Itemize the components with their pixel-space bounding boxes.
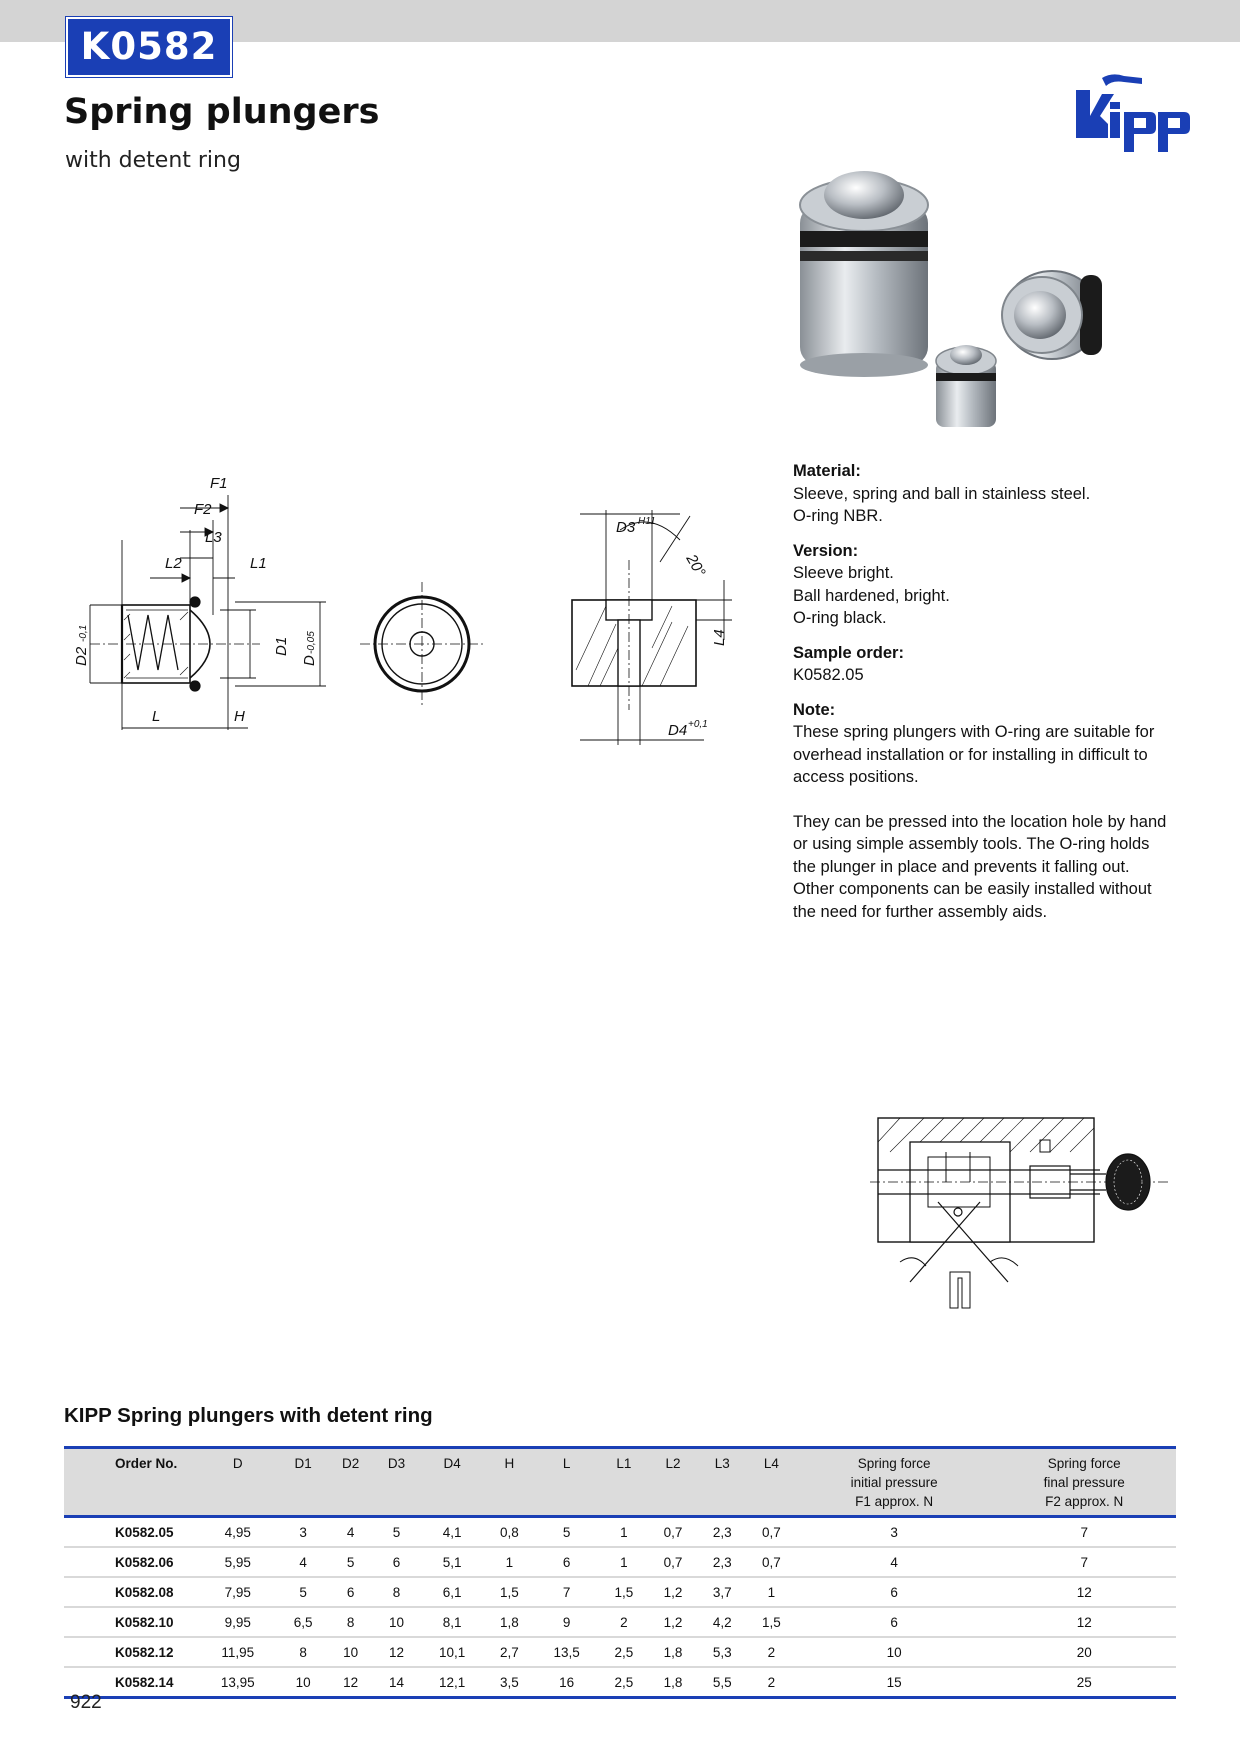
- table-cell: 4: [328, 1517, 374, 1548]
- table-cell: 5,95: [197, 1547, 279, 1577]
- table-cell: 6: [796, 1607, 992, 1637]
- note-section: [793, 699, 1173, 924]
- plunger-side-view: [90, 597, 260, 691]
- col-d4: D4: [443, 1456, 461, 1471]
- table-row: [64, 1547, 1176, 1577]
- table-cell: 3,7: [698, 1577, 747, 1607]
- col-l4: L4: [763, 1456, 779, 1471]
- sample-order-heading: Sample order:: [793, 643, 904, 662]
- page-title: Spring plungers: [64, 92, 380, 132]
- table-cell: 5,5: [698, 1667, 747, 1698]
- page-subtitle: with detent ring: [65, 148, 241, 173]
- col-l1: L1: [616, 1456, 632, 1471]
- table-cell: 6: [534, 1547, 599, 1577]
- version-line: O-ring black.: [793, 609, 887, 627]
- table-cell: 1: [599, 1517, 648, 1548]
- label-h: H: [234, 708, 245, 725]
- label-l: L: [152, 708, 161, 725]
- note-heading: Note:: [793, 700, 836, 719]
- table-cell: 0,7: [747, 1547, 796, 1577]
- table-cell: 0,7: [747, 1517, 796, 1548]
- label-f2: F2: [194, 501, 212, 518]
- table-cell: 1: [747, 1577, 796, 1607]
- table-cell: 3,5: [485, 1667, 534, 1698]
- table-cell: 12: [992, 1607, 1176, 1637]
- table-row: [64, 1577, 1176, 1607]
- label-d4-tol: +0,1: [688, 719, 708, 730]
- table-cell: 25: [992, 1667, 1176, 1698]
- table-cell: 1,5: [599, 1577, 648, 1607]
- table-cell: 4,1: [419, 1517, 484, 1548]
- table-cell: 12: [328, 1667, 374, 1698]
- order-number-cell: K0582.06: [64, 1547, 197, 1577]
- table-cell: 5: [279, 1577, 328, 1607]
- table-cell: 5: [374, 1517, 420, 1548]
- table-row: [64, 1667, 1176, 1698]
- table-cell: 1: [599, 1547, 648, 1577]
- table-cell: 1,5: [485, 1577, 534, 1607]
- label-d2: D2: [73, 646, 90, 666]
- kipp-logo: [1072, 72, 1190, 160]
- table-cell: 4: [796, 1547, 992, 1577]
- table-title: KIPP Spring plungers with detent ring: [64, 1404, 433, 1427]
- table-header-row: [64, 1448, 1176, 1517]
- col-f2-line: final pressure: [1043, 1475, 1125, 1490]
- page-number: 922: [70, 1692, 102, 1713]
- table-cell: 8,1: [419, 1607, 484, 1637]
- material-line: Sleeve, spring and ball in stainless steel.: [793, 484, 1091, 503]
- material-heading: Material:: [793, 462, 861, 480]
- table-cell: 10,1: [419, 1637, 484, 1667]
- material-line: O-ring NBR.: [793, 507, 883, 525]
- plunger-end-view: [360, 582, 484, 706]
- col-h: H: [504, 1456, 515, 1471]
- table-cell: 7: [992, 1517, 1176, 1548]
- table-cell: 7,95: [197, 1577, 279, 1607]
- label-l3: L3: [205, 529, 222, 546]
- table-row: [64, 1517, 1176, 1548]
- table-cell: 9,95: [197, 1607, 279, 1637]
- sample-order-value: K0582.05: [793, 666, 864, 684]
- table-row: [64, 1637, 1176, 1667]
- table-cell: 5: [534, 1517, 599, 1548]
- table-cell: 7: [992, 1547, 1176, 1577]
- table-cell: 4,95: [197, 1517, 279, 1548]
- table-cell: 13,5: [534, 1637, 599, 1667]
- order-number-cell: K0582.05: [64, 1517, 197, 1548]
- table-cell: 3: [279, 1517, 328, 1548]
- note-paragraph: These spring plungers with O-ring are suitable for overhead installation or for installing in difficult to access positions.: [793, 723, 1155, 786]
- table-cell: 6: [374, 1547, 420, 1577]
- table-cell: 2,3: [698, 1517, 747, 1548]
- table-cell: 6: [328, 1577, 374, 1607]
- order-number-cell: K0582.14: [64, 1667, 197, 1698]
- table-cell: 1,5: [747, 1607, 796, 1637]
- table-cell: 1,2: [648, 1577, 697, 1607]
- label-l1: L1: [250, 555, 267, 572]
- col-l2: L2: [665, 1456, 681, 1471]
- table-cell: 6,1: [419, 1577, 484, 1607]
- sample-order-section: [793, 642, 1173, 687]
- col-f2-line: F2 approx. N: [1045, 1494, 1124, 1509]
- product-table: [64, 1446, 1176, 1699]
- material-section: [793, 460, 1173, 528]
- table-cell: 8: [374, 1577, 420, 1607]
- version-line: Ball hardened, bright.: [793, 586, 950, 605]
- product-photo: [790, 165, 1140, 445]
- table-cell: 2,3: [698, 1547, 747, 1577]
- specifications: [793, 460, 1173, 945]
- version-section: [793, 540, 1173, 630]
- table-cell: 0,7: [648, 1517, 697, 1548]
- table-cell: 1,8: [648, 1637, 697, 1667]
- table-cell: 6,5: [279, 1607, 328, 1637]
- table-body: [64, 1517, 1176, 1698]
- table-row: [64, 1607, 1176, 1637]
- table-cell: 12: [374, 1637, 420, 1667]
- col-d3: D3: [387, 1456, 406, 1471]
- table-cell: 2: [747, 1637, 796, 1667]
- label-d1: D1: [273, 636, 290, 656]
- table-cell: 5,1: [419, 1547, 484, 1577]
- table-cell: 14: [374, 1667, 420, 1698]
- col-l: L: [562, 1456, 571, 1471]
- table-cell: 16: [534, 1667, 599, 1698]
- note-paragraph: They can be pressed into the location hole by hand or using simple assembly tools. The O-ring holds the plunger in place and prevents it falling out. Other components can be easily installed without the need for further assembly aids.: [793, 812, 1167, 921]
- col-spring-force-f2: [992, 1448, 1176, 1517]
- col-f1-line: F1 approx. N: [855, 1494, 934, 1509]
- table-cell: 1,8: [648, 1667, 697, 1698]
- table-cell: 4: [279, 1547, 328, 1577]
- product-code-badge: K0582: [66, 17, 232, 77]
- table-cell: 3: [796, 1517, 992, 1548]
- version-heading: Version:: [793, 541, 859, 560]
- table-cell: 8: [328, 1607, 374, 1637]
- col-d: D: [232, 1456, 243, 1471]
- order-number-cell: K0582.12: [64, 1637, 197, 1667]
- table-cell: 10: [328, 1637, 374, 1667]
- table-cell: 10: [374, 1607, 420, 1637]
- table-cell: 13,95: [197, 1667, 279, 1698]
- table-cell: 1,2: [648, 1607, 697, 1637]
- table-cell: 1: [485, 1547, 534, 1577]
- table-cell: 2: [747, 1667, 796, 1698]
- col-f1-line: Spring force: [857, 1456, 931, 1471]
- table-cell: 4,2: [698, 1607, 747, 1637]
- table-cell: 0,8: [485, 1517, 534, 1548]
- label-d: D: [301, 655, 318, 666]
- table-cell: 7: [534, 1577, 599, 1607]
- table-cell: 1,8: [485, 1607, 534, 1637]
- table-cell: 10: [279, 1667, 328, 1698]
- col-f1-line: initial pressure: [850, 1475, 938, 1490]
- label-f1: F1: [210, 475, 228, 492]
- table-cell: 2: [599, 1607, 648, 1637]
- table-cell: 2,5: [599, 1637, 648, 1667]
- col-order-no: Order No.: [115, 1456, 178, 1471]
- assembly-illustration: [870, 1112, 1170, 1312]
- col-spring-force-f1: [796, 1448, 992, 1517]
- label-d3-tol: H11: [638, 516, 656, 527]
- table-cell: 20: [992, 1637, 1176, 1667]
- table-cell: 0,7: [648, 1547, 697, 1577]
- technical-drawing: [60, 470, 750, 750]
- label-d-tol: -0,05: [306, 631, 317, 654]
- table-cell: 6: [796, 1577, 992, 1607]
- table-cell: 8: [279, 1637, 328, 1667]
- table-cell: 2,5: [599, 1667, 648, 1698]
- table-cell: 5,3: [698, 1637, 747, 1667]
- col-d2: D2: [342, 1456, 360, 1471]
- label-l4: L4: [711, 629, 728, 646]
- col-d1: D1: [294, 1456, 312, 1471]
- table-cell: 12: [992, 1577, 1176, 1607]
- label-d4: D4: [668, 722, 688, 739]
- bore-section-view: [572, 510, 732, 745]
- col-f2-line: Spring force: [1047, 1456, 1121, 1471]
- label-d2-tol: -0,1: [78, 624, 89, 642]
- table-cell: 10: [796, 1637, 992, 1667]
- table-cell: 15: [796, 1667, 992, 1698]
- table-cell: 11,95: [197, 1637, 279, 1667]
- table-cell: 12,1: [419, 1667, 484, 1698]
- label-d3: D3: [616, 519, 636, 536]
- table-cell: 2,7: [485, 1637, 534, 1667]
- label-l2: L2: [165, 555, 182, 572]
- version-line: Sleeve bright.: [793, 564, 894, 582]
- order-number-cell: K0582.08: [64, 1577, 197, 1607]
- order-number-cell: K0582.10: [64, 1607, 197, 1637]
- table-cell: 5: [328, 1547, 374, 1577]
- table-cell: 9: [534, 1607, 599, 1637]
- col-l3: L3: [714, 1456, 730, 1471]
- label-angle: 20°: [682, 551, 709, 580]
